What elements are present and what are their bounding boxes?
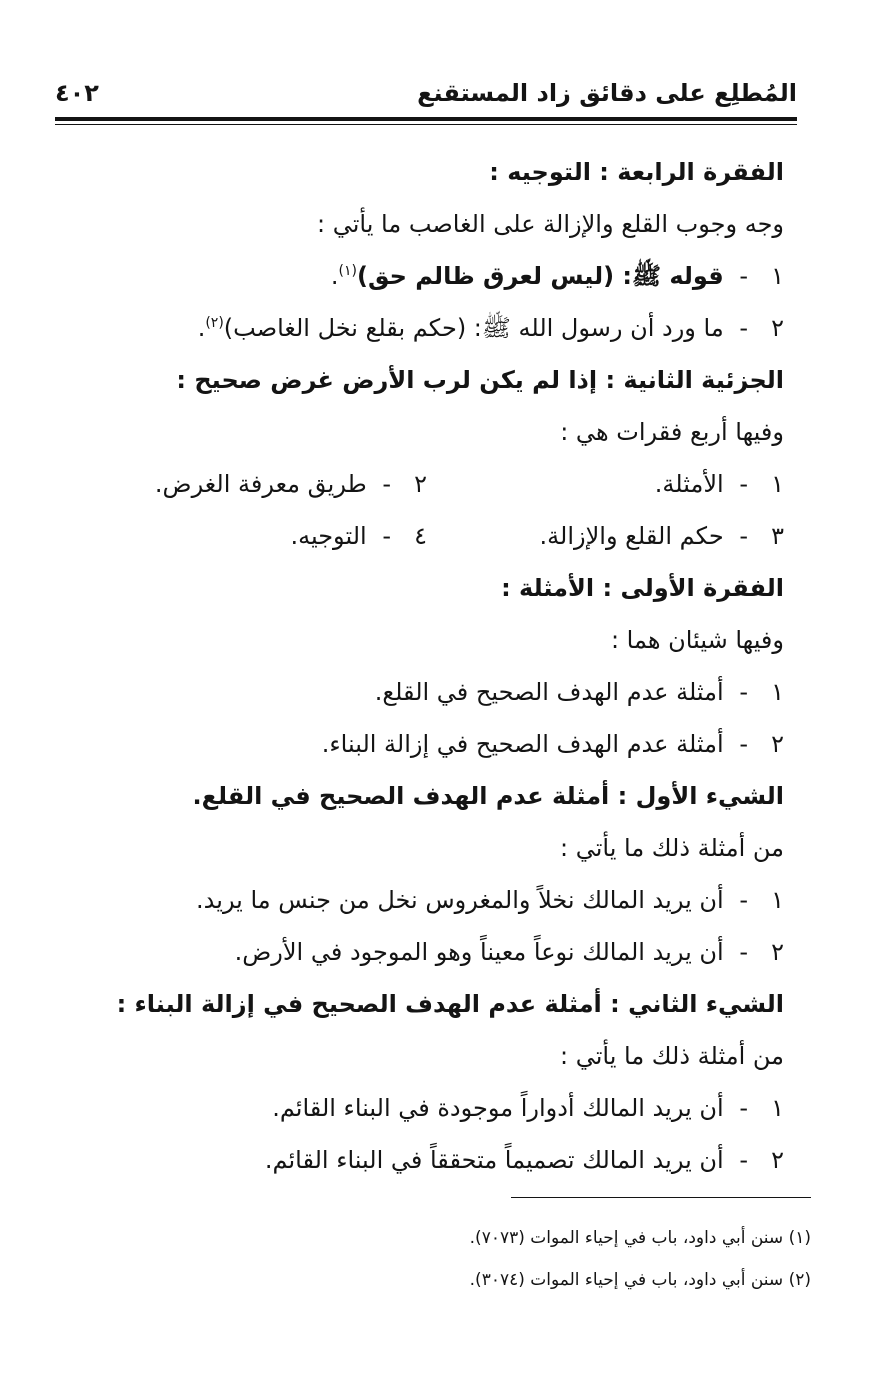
- footnote: (١) سنن أبي داود، باب في إحياء الموات (٧٠٧٣).: [469, 1228, 811, 1248]
- heading-first-thing: الشيء الأول : أمثلة عدم الهدف الصحيح في القلع.: [192, 782, 784, 810]
- item-text: أمثلة عدم الهدف الصحيح في إزالة البناء.: [321, 730, 724, 758]
- list-item: ٤- التوجيه.: [290, 516, 427, 556]
- intro-paragraph: من أمثلة ذلك ما يأتي :: [559, 1042, 784, 1070]
- footnote-separator: [511, 1197, 811, 1198]
- list-item: ٢- أمثلة عدم الهدف الصحيح في إزالة البناء.: [322, 724, 784, 764]
- item-text: ما ورد أن رسول الله ﷺ: (حكم بقلع نخل الغاصب): [223, 314, 724, 342]
- footnote-marker: (١): [338, 263, 357, 279]
- page-number: ٤٠٢: [55, 79, 99, 107]
- item-number: ٢: [771, 730, 784, 758]
- list-item: ٢- أن يريد المالك نوعاً معيناً وهو الموجود في الأرض.: [235, 932, 784, 972]
- item-text: التوجيه.: [290, 522, 367, 550]
- footnote-marker: (٢): [205, 315, 224, 331]
- item-number: ١: [771, 470, 784, 498]
- item-number: ٣: [771, 522, 784, 550]
- list-item: ١- أمثلة عدم الهدف الصحيح في القلع.: [375, 672, 784, 712]
- item-number: ١: [771, 1094, 784, 1122]
- item-number: ١: [771, 886, 784, 914]
- intro-paragraph: وفيها شيئان هما :: [610, 626, 784, 654]
- item-number: ٤: [414, 522, 427, 550]
- list-item: ١- قوله ﷺ: (ليس لعرق ظالم حق)$^{(١)}$.: [331, 256, 784, 296]
- list-item: ١- أن يريد المالك أدواراً موجودة في البناء القائم.: [272, 1088, 784, 1128]
- item-number: ٢: [771, 938, 784, 966]
- list-item: ١- الأمثلة.: [655, 464, 784, 504]
- heading-second-part: الجزئية الثانية : إذا لم يكن لرب الأرض غرض صحيح :: [176, 366, 784, 394]
- header-rule-thin: [55, 124, 797, 125]
- item-number: ٢: [414, 470, 427, 498]
- item-text: حكم القلع والإزالة.: [539, 522, 724, 550]
- item-text: أمثلة عدم الهدف الصحيح في القلع.: [374, 678, 724, 706]
- item-text: الأمثلة.: [654, 470, 724, 498]
- item-number: ١: [771, 678, 784, 706]
- heading-first-paragraph: الفقرة الأولى : الأمثلة :: [501, 574, 784, 602]
- item-number: ١: [771, 262, 784, 290]
- header-rule-thick: [55, 117, 797, 121]
- item-number: ٢: [771, 314, 784, 342]
- list-item: ٢- ما ورد أن رسول الله ﷺ: (حكم بقلع نخل الغاصب)$^{(٢)}$.: [198, 308, 784, 348]
- item-number: ٢: [771, 1146, 784, 1174]
- intro-paragraph: وجه وجوب القلع والإزالة على الغاصب ما يأتي :: [317, 210, 784, 238]
- item-text: أن يريد المالك نوعاً معيناً وهو الموجود في الأرض.: [234, 938, 724, 966]
- item-text: أن يريد المالك تصميماً متحققاً في البناء القائم.: [264, 1146, 724, 1174]
- item-text: أن يريد المالك نخلاً والمغروس نخل من جنس ما يريد.: [196, 886, 724, 914]
- heading-second-thing: الشيء الثاني : أمثلة عدم الهدف الصحيح في إزالة البناء :: [116, 990, 784, 1018]
- footnote: (٢) سنن أبي داود، باب في إحياء الموات (٣٠٧٤).: [469, 1270, 811, 1290]
- item-text: طريق معرفة الغرض.: [154, 470, 367, 498]
- page-header: [55, 78, 797, 108]
- intro-paragraph: وفيها أربع فقرات هي :: [560, 418, 784, 446]
- intro-paragraph: من أمثلة ذلك ما يأتي :: [559, 834, 784, 862]
- list-item: ٣- حكم القلع والإزالة.: [540, 516, 784, 556]
- list-item: ٢- أن يريد المالك تصميماً متحققاً في البناء القائم.: [265, 1140, 784, 1180]
- item-text: قوله ﷺ: (ليس لعرق ظالم حق): [356, 262, 724, 290]
- list-item: ١- أن يريد المالك نخلاً والمغروس نخل من جنس ما يريد.: [196, 880, 784, 920]
- heading-fourth-paragraph: الفقرة الرابعة : التوجيه :: [489, 158, 784, 186]
- item-text: أن يريد المالك أدواراً موجودة في البناء القائم.: [272, 1094, 724, 1122]
- running-title: المُطلِع على دقائق زاد المستقنع: [417, 79, 797, 107]
- list-item: ٢- طريق معرفة الغرض.: [155, 464, 427, 504]
